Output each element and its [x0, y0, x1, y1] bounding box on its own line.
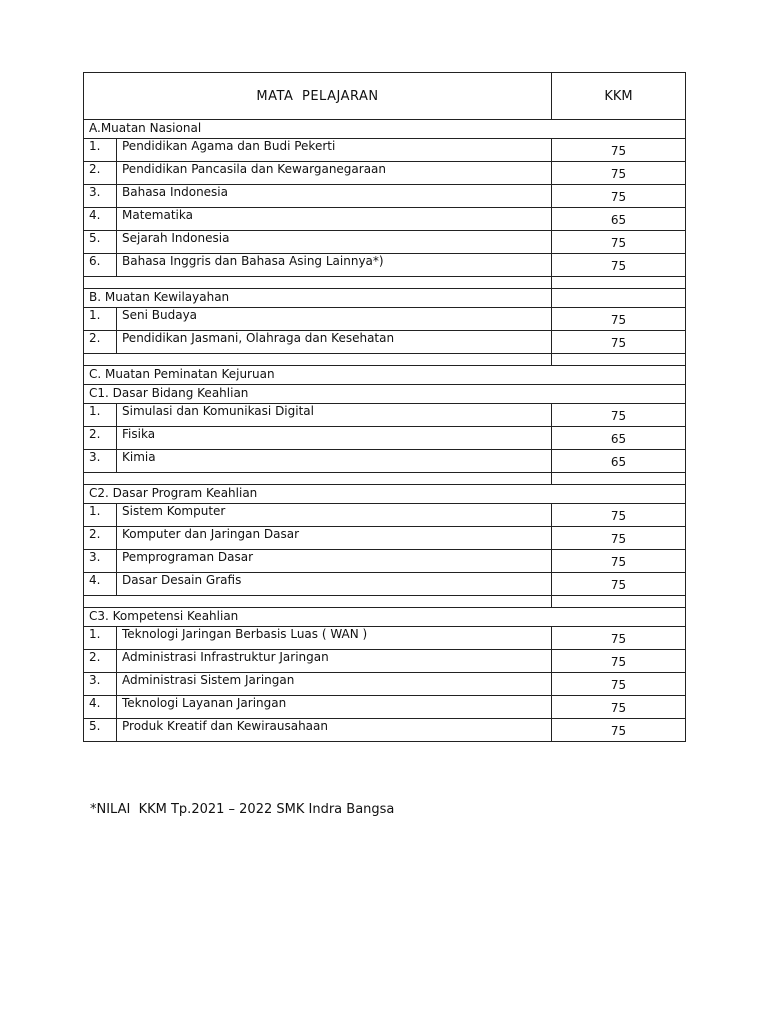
table-row: [84, 208, 686, 231]
footnote: *NILAI KKM Tp.2021 – 2022 SMK Indra Bangsa: [90, 802, 395, 817]
subject-name: Komputer dan Jaringan Dasar: [117, 527, 552, 550]
table-row: [84, 550, 686, 573]
row-number: 1.: [84, 504, 117, 527]
row-number: 1.: [84, 627, 117, 650]
table-row: [84, 527, 686, 550]
kkm-value: 75: [552, 254, 686, 277]
row-number: 3.: [84, 673, 117, 696]
row-number: 2.: [84, 427, 117, 450]
section-heading: C2. Dasar Program Keahlian: [84, 485, 686, 504]
kkm-value: 75: [552, 696, 686, 719]
kkm-value: 65: [552, 450, 686, 473]
kkm-value: 75: [552, 331, 686, 354]
row-number: 3.: [84, 450, 117, 473]
table-row: [84, 254, 686, 277]
spacer-row: [84, 473, 686, 485]
table-row: [84, 696, 686, 719]
kkm-value: 75: [552, 504, 686, 527]
section-heading-row: [84, 120, 686, 139]
row-number: 2.: [84, 650, 117, 673]
spacer-cell: [84, 277, 552, 289]
kkm-value: 75: [552, 404, 686, 427]
table-row: [84, 627, 686, 650]
subject-name: Teknologi Jaringan Berbasis Luas ( WAN ): [117, 627, 552, 650]
row-number: 4.: [84, 573, 117, 596]
subject-name: Bahasa Inggris dan Bahasa Asing Lainnya*): [117, 254, 552, 277]
subject-name: Pemprograman Dasar: [117, 550, 552, 573]
table-header-row: [84, 73, 686, 120]
table-row: [84, 650, 686, 673]
kkm-value: 75: [552, 527, 686, 550]
kkm-value: 75: [552, 185, 686, 208]
row-number: 5.: [84, 231, 117, 254]
section-heading: C. Muatan Peminatan Kejuruan: [84, 366, 686, 385]
subject-name: Sistem Komputer: [117, 504, 552, 527]
spacer-cell: [84, 596, 552, 608]
kkm-value: 75: [552, 231, 686, 254]
row-number: 2.: [84, 162, 117, 185]
section-heading-row: [84, 608, 686, 627]
table-row: [84, 162, 686, 185]
subject-name: Administrasi Sistem Jaringan: [117, 673, 552, 696]
subject-name: Pendidikan Jasmani, Olahraga dan Kesehatan: [117, 331, 552, 354]
section-heading-row: [84, 485, 686, 504]
section-heading: B. Muatan Kewilayahan: [84, 289, 552, 308]
subject-name: Dasar Desain Grafis: [117, 573, 552, 596]
spacer-cell: [84, 473, 552, 485]
spacer-cell: [552, 473, 686, 485]
table-row: [84, 504, 686, 527]
section-heading-row: [84, 385, 686, 404]
row-number: 1.: [84, 404, 117, 427]
header-subject: MATA PELAJARAN: [84, 73, 552, 120]
subject-name: Teknologi Layanan Jaringan: [117, 696, 552, 719]
table-row: [84, 573, 686, 596]
subject-name: Matematika: [117, 208, 552, 231]
kkm-value: 75: [552, 573, 686, 596]
kkm-value: 75: [552, 550, 686, 573]
subject-name: Kimia: [117, 450, 552, 473]
row-number: 2.: [84, 527, 117, 550]
spacer-cell: [552, 596, 686, 608]
row-number: 4.: [84, 696, 117, 719]
row-number: 1.: [84, 308, 117, 331]
kkm-table: [83, 72, 686, 742]
kkm-value: 65: [552, 208, 686, 231]
section-heading: C3. Kompetensi Keahlian: [84, 608, 686, 627]
section-heading-row: [84, 366, 686, 385]
section-heading-kkm-empty: [552, 289, 686, 308]
subject-name: Sejarah Indonesia: [117, 231, 552, 254]
table-row: [84, 719, 686, 742]
table-row: [84, 139, 686, 162]
subject-name: Produk Kreatif dan Kewirausahaan: [117, 719, 552, 742]
row-number: 6.: [84, 254, 117, 277]
row-number: 4.: [84, 208, 117, 231]
kkm-value: 75: [552, 650, 686, 673]
spacer-row: [84, 596, 686, 608]
header-kkm: KKM: [552, 73, 686, 120]
row-number: 1.: [84, 139, 117, 162]
table-row: [84, 404, 686, 427]
subject-name: Fisika: [117, 427, 552, 450]
subject-name: Pendidikan Agama dan Budi Pekerti: [117, 139, 552, 162]
table-row: [84, 231, 686, 254]
subject-name: Simulasi dan Komunikasi Digital: [117, 404, 552, 427]
table-row: [84, 308, 686, 331]
subject-name: Seni Budaya: [117, 308, 552, 331]
row-number: 3.: [84, 550, 117, 573]
spacer-row: [84, 354, 686, 366]
section-heading-row: [84, 289, 686, 308]
table-row: [84, 450, 686, 473]
kkm-value: 75: [552, 308, 686, 331]
spacer-row: [84, 277, 686, 289]
table-row: [84, 185, 686, 208]
kkm-table-body: [84, 73, 686, 742]
subject-name: Bahasa Indonesia: [117, 185, 552, 208]
row-number: 2.: [84, 331, 117, 354]
table-row: [84, 331, 686, 354]
spacer-cell: [552, 277, 686, 289]
kkm-value: 75: [552, 139, 686, 162]
spacer-cell: [84, 354, 552, 366]
table-row: [84, 427, 686, 450]
row-number: 5.: [84, 719, 117, 742]
subject-name: Pendidikan Pancasila dan Kewarganegaraan: [117, 162, 552, 185]
kkm-value: 75: [552, 673, 686, 696]
section-heading: C1. Dasar Bidang Keahlian: [84, 385, 686, 404]
kkm-value: 75: [552, 162, 686, 185]
row-number: 3.: [84, 185, 117, 208]
kkm-value: 75: [552, 627, 686, 650]
subject-name: Administrasi Infrastruktur Jaringan: [117, 650, 552, 673]
kkm-value: 65: [552, 427, 686, 450]
spacer-cell: [552, 354, 686, 366]
table-row: [84, 673, 686, 696]
kkm-value: 75: [552, 719, 686, 742]
section-heading: A.Muatan Nasional: [84, 120, 686, 139]
